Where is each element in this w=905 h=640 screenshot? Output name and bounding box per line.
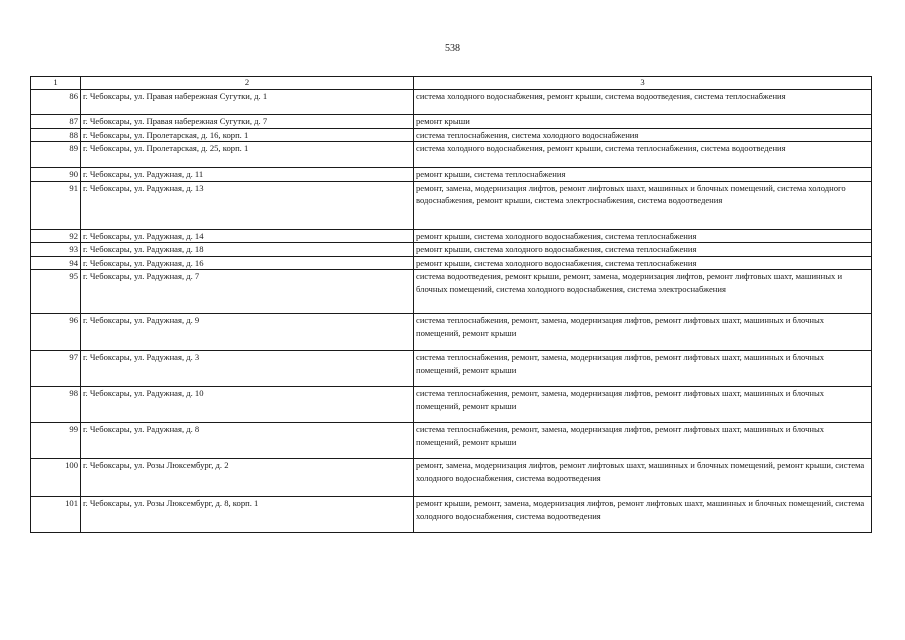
- table-row: [31, 387, 872, 423]
- row-works: система теплоснабжения, ремонт, замена, модернизация лифтов, ремонт лифтовых шахт, машинных и блочных помещений, ремонт крыши: [414, 351, 872, 387]
- row-number: 94: [31, 256, 81, 270]
- table-row: [31, 181, 872, 229]
- row-works: система теплоснабжения, ремонт, замена, модернизация лифтов, ремонт лифтовых шахт, машинных и блочных помещений, ремонт крыши: [414, 387, 872, 423]
- table-row: [31, 128, 872, 142]
- row-works: ремонт крыши, система холодного водоснабжения, система теплоснабжения: [414, 229, 872, 243]
- column-header-works: 3: [414, 77, 872, 90]
- row-works: ремонт крыши, ремонт, замена, модернизация лифтов, ремонт лифтовых шахт, машинных и блочных помещений, система холодного водоснабжения, система водоотведения: [414, 497, 872, 533]
- row-works: ремонт крыши, система холодного водоснабжения, система теплоснабжения: [414, 256, 872, 270]
- table-row: [31, 142, 872, 168]
- table-row: [31, 115, 872, 129]
- row-address: г. Чебоксары, ул. Розы Люксембург, д. 8, корп. 1: [81, 497, 414, 533]
- column-header-number: 1: [31, 77, 81, 90]
- row-address: г. Чебоксары, ул. Пролетарская, д. 25, корп. 1: [81, 142, 414, 168]
- row-address: г. Чебоксары, ул. Радужная, д. 16: [81, 256, 414, 270]
- row-works: ремонт крыши, система теплоснабжения: [414, 168, 872, 182]
- header-row: [31, 77, 872, 90]
- row-number: 90: [31, 168, 81, 182]
- row-number: 92: [31, 229, 81, 243]
- row-number: 101: [31, 497, 81, 533]
- table-row: [31, 459, 872, 497]
- row-address: г. Чебоксары, ул. Правая набережная Сугутки, д. 1: [81, 90, 414, 115]
- table-row: [31, 90, 872, 115]
- row-works: система теплоснабжения, система холодного водоснабжения: [414, 128, 872, 142]
- row-address: г. Чебоксары, ул. Радужная, д. 3: [81, 351, 414, 387]
- row-number: 91: [31, 181, 81, 229]
- row-number: 86: [31, 90, 81, 115]
- row-address: г. Чебоксары, ул. Радужная, д. 14: [81, 229, 414, 243]
- row-number: 97: [31, 351, 81, 387]
- column-header-address: 2: [81, 77, 414, 90]
- table-row: [31, 497, 872, 533]
- row-address: г. Чебоксары, ул. Розы Люксембург, д. 2: [81, 459, 414, 497]
- table-header: [31, 77, 872, 90]
- row-works: ремонт крыши, система холодного водоснабжения, система теплоснабжения: [414, 243, 872, 257]
- row-address: г. Чебоксары, ул. Радужная, д. 11: [81, 168, 414, 182]
- table-row: [31, 314, 872, 351]
- row-works: система холодного водоснабжения, ремонт крыши, система водоотведения, система теплоснабжения: [414, 90, 872, 115]
- row-number: 87: [31, 115, 81, 129]
- row-address: г. Чебоксары, ул. Правая набережная Сугутки, д. 7: [81, 115, 414, 129]
- row-number: 88: [31, 128, 81, 142]
- row-works: система теплоснабжения, ремонт, замена, модернизация лифтов, ремонт лифтовых шахт, машинных и блочных помещений, ремонт крыши: [414, 314, 872, 351]
- row-address: г. Чебоксары, ул. Радужная, д. 10: [81, 387, 414, 423]
- row-number: 100: [31, 459, 81, 497]
- row-works: система теплоснабжения, ремонт, замена, модернизация лифтов, ремонт лифтовых шахт, машинных и блочных помещений, ремонт крыши: [414, 423, 872, 459]
- table-row: [31, 423, 872, 459]
- row-number: 89: [31, 142, 81, 168]
- row-address: г. Чебоксары, ул. Радужная, д. 13: [81, 181, 414, 229]
- table-row: [31, 168, 872, 182]
- row-address: г. Чебоксары, ул. Радужная, д. 18: [81, 243, 414, 257]
- table-row: [31, 229, 872, 243]
- row-address: г. Чебоксары, ул. Радужная, д. 8: [81, 423, 414, 459]
- row-works: ремонт, замена, модернизация лифтов, ремонт лифтовых шахт, машинных и блочных помещений, система холодного водоснабжения, ремонт крыши, система электроснабжения, система водоотведения: [414, 181, 872, 229]
- row-works: ремонт, замена, модернизация лифтов, ремонт лифтовых шахт, машинных и блочных помещений, ремонт крыши, система холодного водоснабжения, система водоотведения: [414, 459, 872, 497]
- row-number: 95: [31, 270, 81, 314]
- row-address: г. Чебоксары, ул. Радужная, д. 7: [81, 270, 414, 314]
- row-works: система водоотведения, ремонт крыши, ремонт, замена, модернизация лифтов, ремонт лифтовых шахт, машинных и блочных помещений, система холодного водоснабжения, система электроснабжения: [414, 270, 872, 314]
- row-number: 96: [31, 314, 81, 351]
- page-number: 538: [445, 43, 460, 54]
- row-address: г. Чебоксары, ул. Радужная, д. 9: [81, 314, 414, 351]
- row-number: 99: [31, 423, 81, 459]
- table-row: [31, 351, 872, 387]
- row-number: 93: [31, 243, 81, 257]
- row-number: 98: [31, 387, 81, 423]
- works-table: [30, 76, 872, 533]
- table-row: [31, 243, 872, 257]
- row-works: система холодного водоснабжения, ремонт крыши, система теплоснабжения, система водоотведения: [414, 142, 872, 168]
- table-row: [31, 256, 872, 270]
- table-row: [31, 270, 872, 314]
- table-body: [31, 90, 872, 533]
- row-address: г. Чебоксары, ул. Пролетарская, д. 16, корп. 1: [81, 128, 414, 142]
- row-works: ремонт крыши: [414, 115, 872, 129]
